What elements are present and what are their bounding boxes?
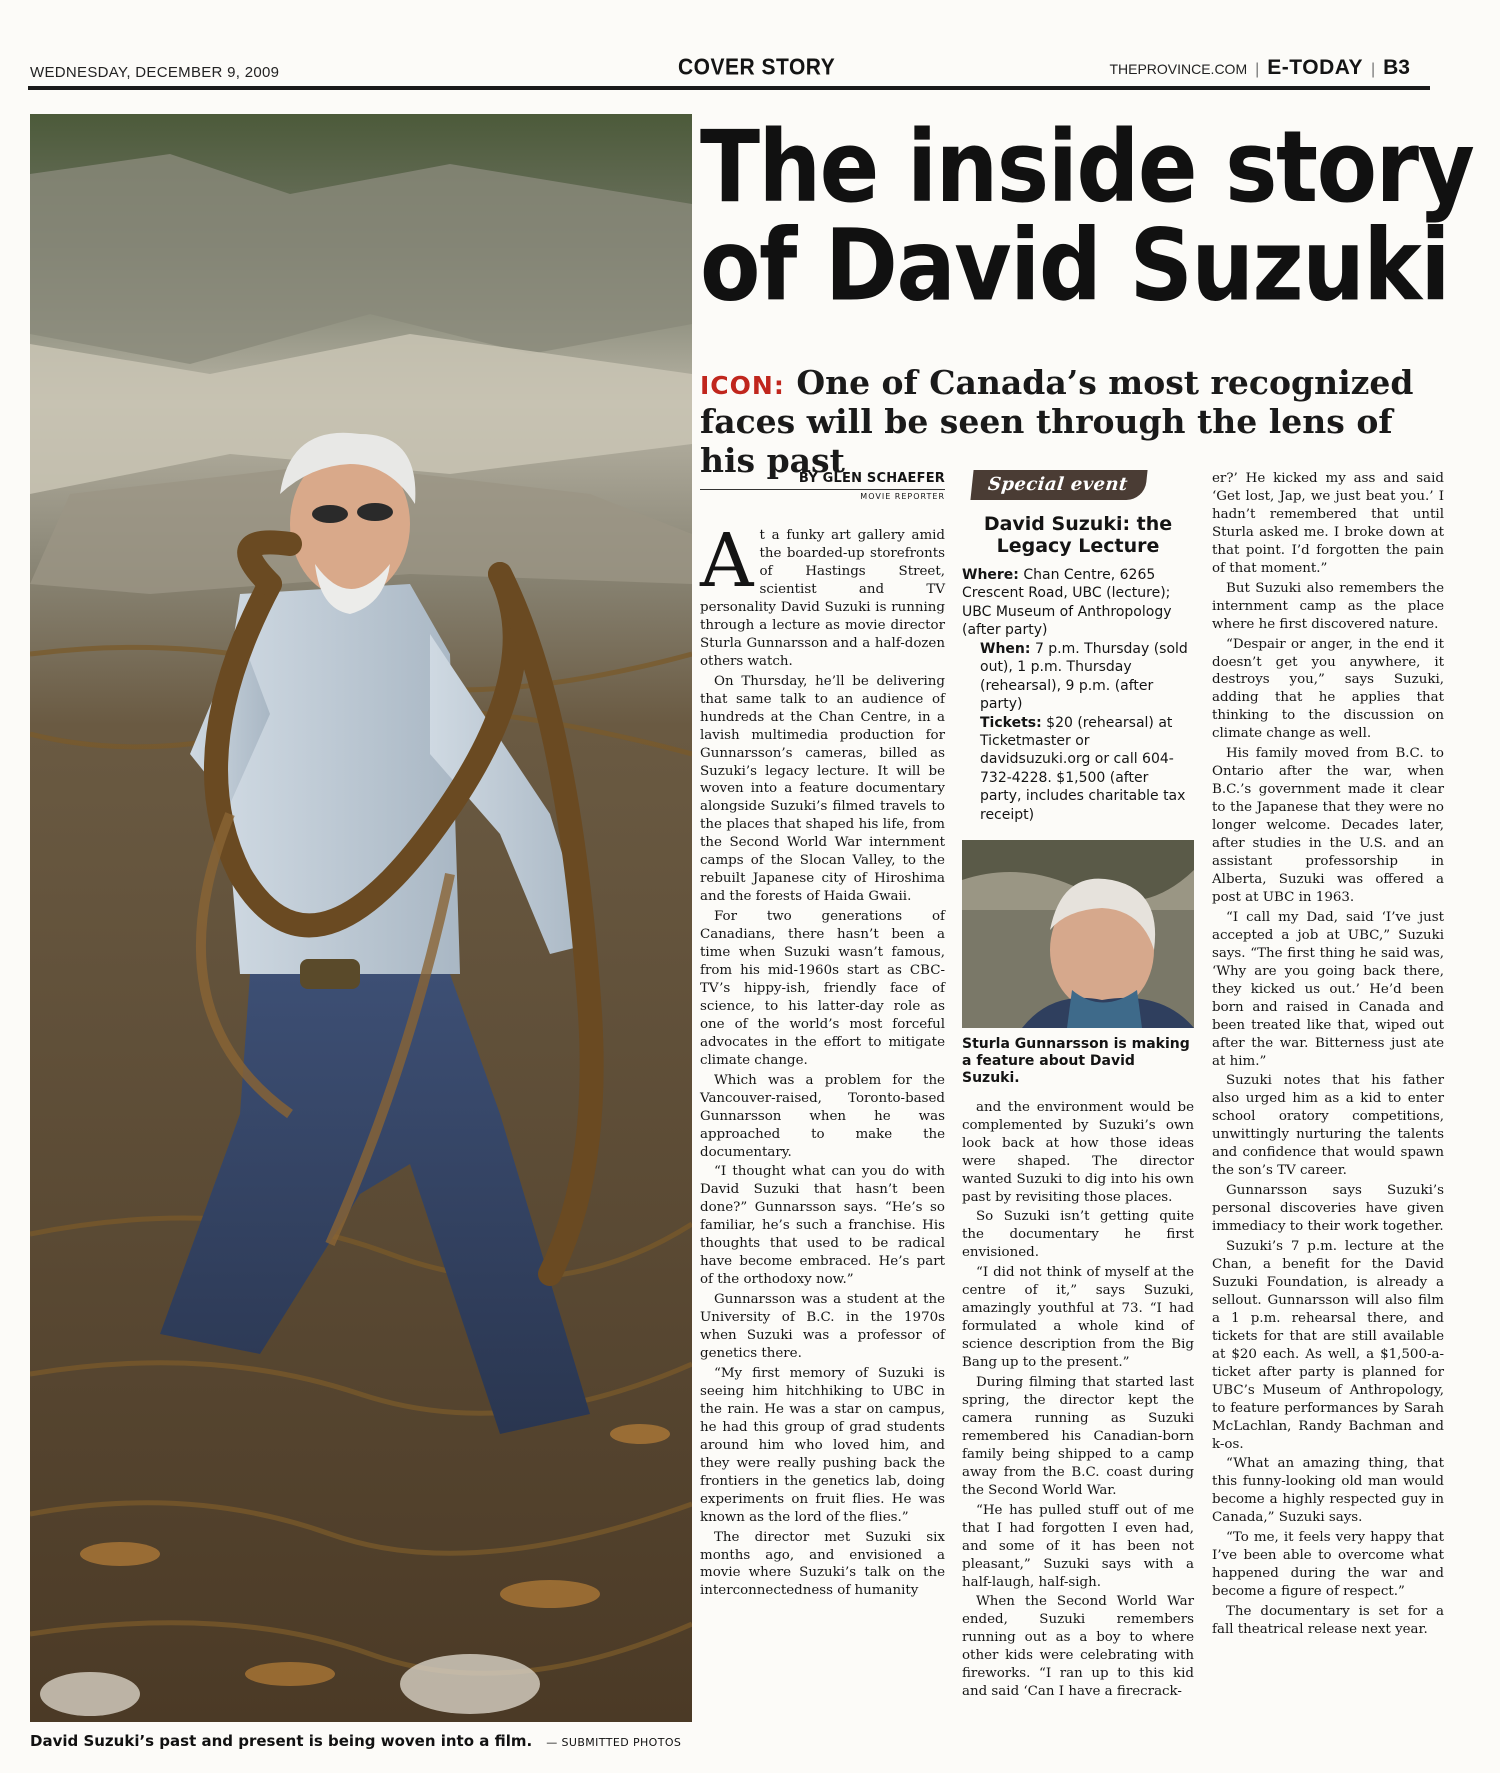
paragraph: When the Second World War ended, Suzuki remembers running out as a boy to where other kids were celebrating with fireworks. “I ran up to this kid and said ‘Can I have a firecrack- (962, 1594, 1194, 1700)
paragraph: On Thursday, he’ll be delivering that same talk to an audience of hundreds at the Chan Centre, in a lavish multimedia production for Gunnarsson’s cameras, billed as Suzuki’s legacy lecture. It will be woven into a feature documentary alongside Suzuki’s filmed travels to the places that shaped his life, from the Second World War internment camps of the Slocan Valley, to the rebuilt Japanese city of Hiroshima and the forests of Haida Gwaii. (700, 673, 945, 905)
section-label: E-TODAY (1267, 56, 1363, 79)
website: THEPROVINCE.COM (1109, 61, 1248, 77)
paragraph (700, 518, 945, 671)
paragraph: Gunnarsson was a student at the University of B.C. in the 1970s when Suzuki was a professor of genetics there. (700, 1292, 945, 1362)
deck-kicker: ICON: (700, 371, 785, 400)
paragraph: “To me, it feels very happy that I’ve been able to overcome what happened during the war and become a figure of respect.” (1212, 1530, 1444, 1600)
paragraph: Gunnarsson says Suzuki’s personal discoveries have given immediacy to their work together. (1212, 1183, 1444, 1235)
headline (700, 109, 1474, 323)
paragraph: So Suzuki isn’t getting quite the documentary he first envisioned. (962, 1209, 1194, 1261)
paragraph: During filming that started last spring, the director kept the camera running as Suzuki remembered his Canadian-born family being shipped to a camp away from the B.C. coast during the Second World War. (962, 1375, 1194, 1498)
section-title: COVER STORY (678, 54, 836, 81)
inset-photo (962, 840, 1194, 1028)
event-when (962, 640, 1194, 714)
event-details (962, 566, 1194, 825)
caption-text: David Suzuki’s past and present is being woven into a film. (30, 1732, 533, 1750)
special-event-flag: Special event (970, 470, 1147, 500)
separator: | (1370, 61, 1376, 78)
special-event-box (962, 470, 1194, 824)
paragraph: But Suzuki also remembers the internment camp as the place where he first discovered nature. (1212, 580, 1444, 632)
when-label: When: (980, 640, 1031, 657)
article-column-3 (1212, 470, 1444, 1641)
article-column-1 (700, 470, 945, 1602)
paragraph: Suzuki notes that his father also urged him as a kid to enter school oratory competitions, unwittingly nurturing the talents and confidence that would spawn the son’s TV career. (1212, 1073, 1444, 1179)
paragraph: Which was a problem for the Vancouver-raised, Toronto-based Gunnarsson when he was approached to make the documentary. (700, 1072, 945, 1160)
paragraph: Suzuki’s 7 p.m. lecture at the Chan, a benefit for the David Suzuki Foundation, is already a sellout. Gunnarsson will also film a 1 p.m. rehearsal there, and tickets for that are still available at $20 each. As well, a $1,500-a-ticket after party is planned for UBC’s Museum of Anthropology, to feature performances by Sarah McLachlan, Randy Bachman and k-os. (1212, 1239, 1444, 1452)
suzuki-kelp-photo (30, 114, 692, 1722)
paragraph: The director met Suzuki six months ago, and envisioned a movie where Suzuki’s talk on the interconnectedness of humanity (700, 1529, 945, 1599)
deck-text: One of Canada’s most recognized faces will be seen through the lens of his past (700, 363, 1414, 480)
paragraph: The documentary is set for a fall theatrical release next year. (1212, 1604, 1444, 1638)
drop-cap: A (700, 518, 754, 605)
where-label: Where: (962, 566, 1019, 583)
paragraph: “Despair or anger, in the end it doesn’t get you anywhere, it destroys you,” says Suzuki, adding that he applies that thinking to the discussion on climate change as well. (1212, 636, 1444, 742)
main-photo (30, 114, 692, 1722)
photo-caption (30, 1732, 700, 1750)
photo-credit: — SUBMITTED PHOTOS (546, 1736, 682, 1749)
headline-line-1: The inside story (700, 109, 1474, 225)
event-tickets (962, 714, 1194, 825)
paragraph: “I thought what can you do with David Suzuki that hasn’t been done?” Gunnarsson says. “He’s so familiar, he’s such a franchise. His thoughts that used to be radical have become embraced. He’s part of the orthodoxy now.” (700, 1164, 945, 1288)
header-right (1109, 56, 1410, 80)
headline-line-2: of David Suzuki (700, 207, 1450, 323)
paragraph: His family moved from B.C. to Ontario after the war, when B.C.’s government made it clear to the Japanese that they were no longer welcome. Decades later, after studies in the U.S. and an assistant professorship in Alberta, Suzuki was offered a post at UBC in 1963. (1212, 746, 1444, 905)
when-value: 7 p.m. Thursday (sold out), 1 p.m. Thursday (rehearsal), 9 p.m. (after party) (980, 640, 1188, 713)
paragraph-text: t a funky art gallery amid the boarded-up storefronts of Hastings Street, scientist and TV personality David Suzuki is running through a lecture as movie director Sturla Gunnarsson and a half-dozen others watch. (700, 528, 945, 669)
paragraph: “My first memory of Suzuki is seeing him hitchhiking to UBC in the rain. He was a star on campus, he had this group of grad students around him who loved him, and they were really pushing back the frontiers in the genetics lab, doing experiments on fruit flies. He was known as the lord of the flies.” (700, 1365, 945, 1525)
paragraph: “He has pulled stuff out of me that I had forgotten I even had, and some of it has been not pleasant,” Suzuki says with a half-laugh, half-sigh. (962, 1502, 1194, 1590)
page-number: B3 (1383, 56, 1410, 79)
tickets-value: $20 (rehearsal) at Ticketmaster or davidsuzuki.org or call 604-732-4228. $1,500 (after party, includes charitable tax receipt) (980, 714, 1186, 823)
byline: BY GLEN SCHAEFER (798, 471, 945, 486)
paragraph: “What an amazing thing, that this funny-looking old man would become a highly respected guy in Canada,” Suzuki says. (1212, 1456, 1444, 1526)
gunnarsson-portrait (962, 840, 1194, 1028)
byline-role: MOVIE REPORTER (700, 489, 945, 503)
event-where (962, 566, 1194, 640)
separator: | (1255, 61, 1260, 78)
inset-caption: Sturla Gunnarsson is making a feature about David Suzuki. (962, 1036, 1190, 1086)
paragraph: “I did not think of myself at the centre of it,” says Suzuki, amazingly youthful at 73. “I had formulated a whole kind of science description from the Big Bang up to the present.” (962, 1265, 1194, 1371)
issue-date: WEDNESDAY, DECEMBER 9, 2009 (30, 64, 280, 81)
header-rule (28, 86, 1430, 90)
paragraph: For two generations of Canadians, there hasn’t been a time when Suzuki wasn’t famous, from his mid-1960s start as CBC-TV’s hippy-ish, friendly face of science, to his latter-day role as one of the world’s most forceful advocates in the effort to mitigate climate change. (700, 909, 945, 1068)
tickets-label: Tickets: (980, 714, 1042, 731)
article-column-2 (962, 470, 1194, 1703)
event-title: David Suzuki: the Legacy Lecture (983, 513, 1173, 557)
deck (700, 364, 1440, 481)
paragraph: er?’ He kicked my ass and said ‘Get lost, Jap, we just beat you.’ I hadn’t remembered that until Sturla asked me. I broke down at that point. I’d forgotten the pain of that moment.” (1212, 471, 1444, 576)
paragraph: and the environment would be complemented by Suzuki’s own look back at how those ideas were shaped. The director wanted Suzuki to dig into his own past by revisiting those places. (962, 1099, 1194, 1205)
where-value: Chan Centre, 6265 Crescent Road, UBC (lecture); UBC Museum of Anthropology (after party) (962, 566, 1172, 639)
paragraph: “I call my Dad, said ‘I’ve just accepted a job at UBC,” Suzuki says. “The first thing he said was, ‘Why are you going back there, they kicked us out.’ He’d been born and raised in Canada and been treated like that, wiped out after the war. Bitterness just ate at him.” (1212, 909, 1444, 1069)
